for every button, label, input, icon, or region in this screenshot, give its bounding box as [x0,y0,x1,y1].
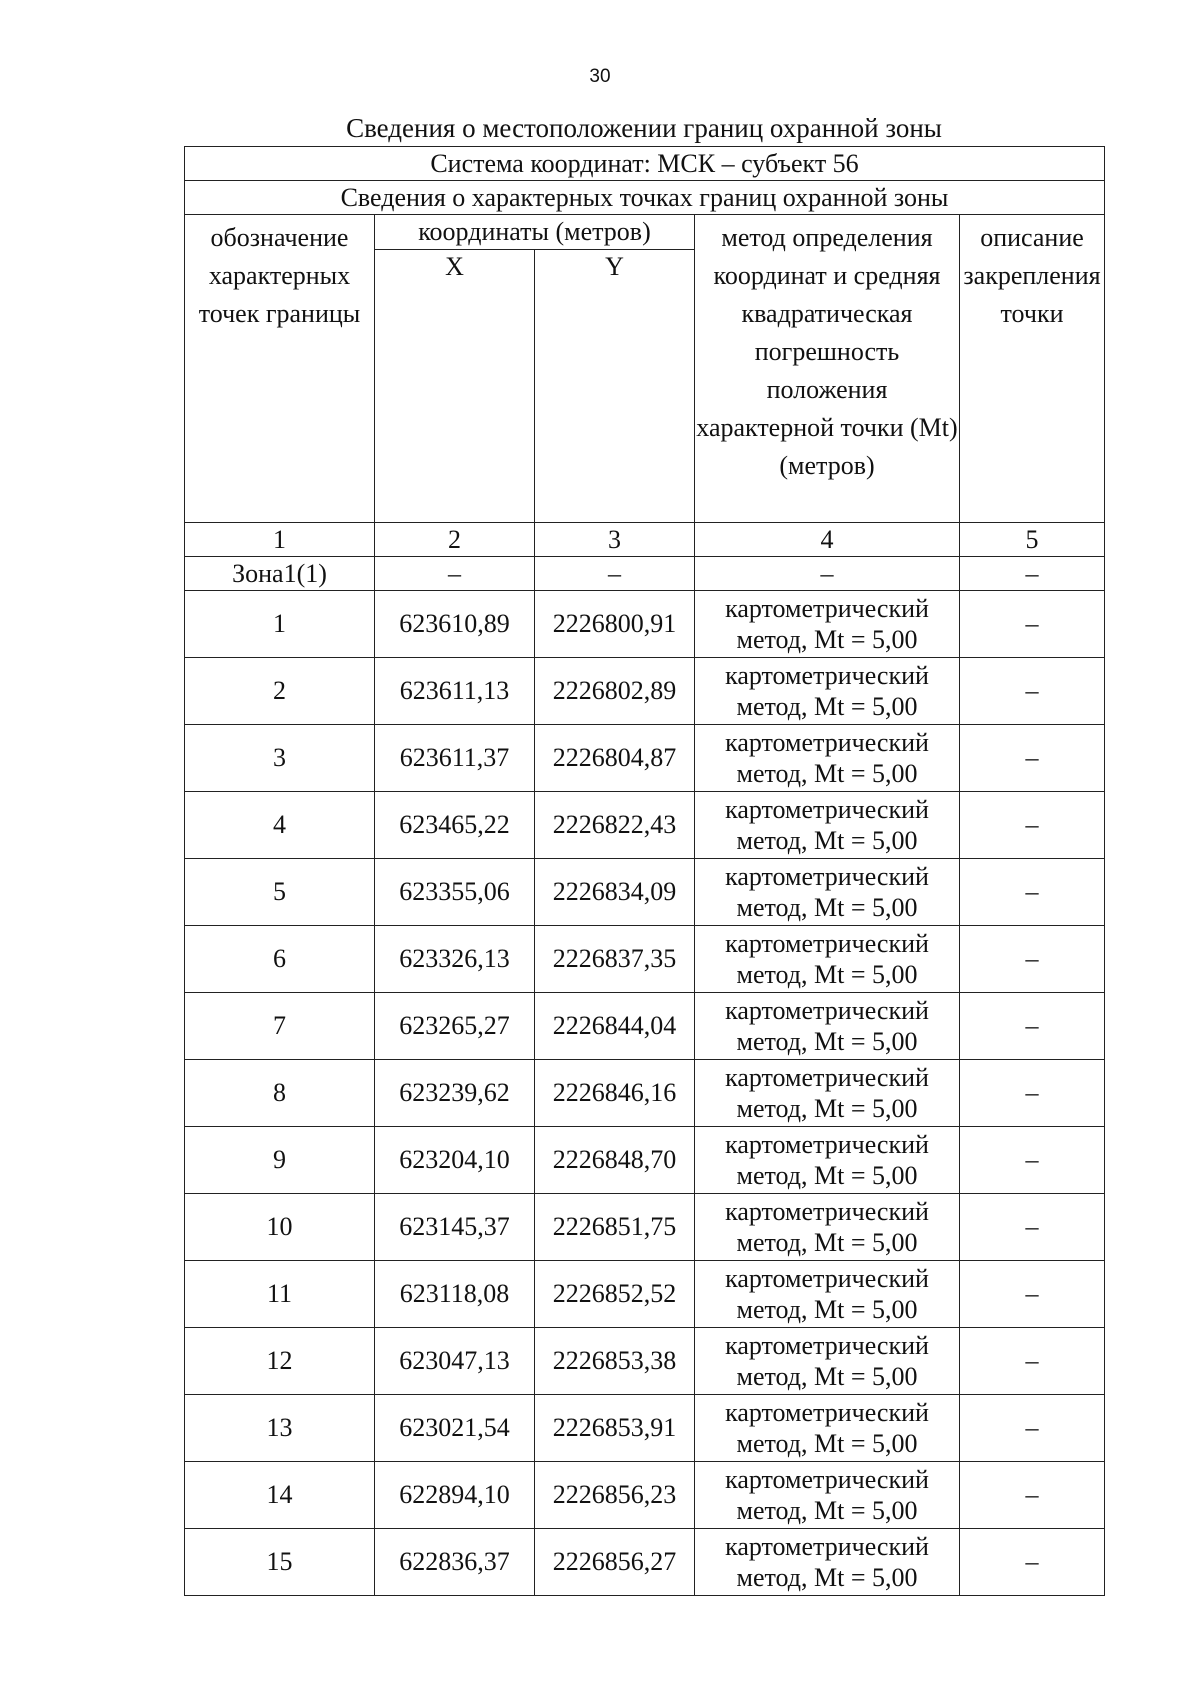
fixation-description: – [960,1462,1105,1529]
x-coordinate: 623265,27 [375,993,535,1060]
method-line: метод, Mt = 5,00 [736,1496,918,1525]
fixation-description: – [960,926,1105,993]
method-line: картометрический [725,795,929,824]
y-coordinate: 2226853,38 [535,1328,695,1395]
method-line: картометрический [725,929,929,958]
y-coordinate: 2226846,16 [535,1060,695,1127]
y-coordinate: 2226802,89 [535,658,695,725]
x-coordinate: 622894,10 [375,1462,535,1529]
method-line: картометрический [725,1532,929,1561]
method-cell [695,859,960,926]
y-coordinate: 2226856,27 [535,1529,695,1596]
zone-row [185,557,1105,591]
table-row [185,926,1105,993]
method-line: метод, Mt = 5,00 [736,759,918,788]
method-cell [695,926,960,993]
method-line: метод, Mt = 5,00 [736,1228,918,1257]
point-number: 2 [185,658,375,725]
fixation-description: – [960,993,1105,1060]
method-cell [695,1462,960,1529]
fixation-description: – [960,725,1105,792]
x-coordinate: 623118,08 [375,1261,535,1328]
x-coordinate: 623611,37 [375,725,535,792]
y-coordinate: 2226856,23 [535,1462,695,1529]
method-line: метод, Mt = 5,00 [736,692,918,721]
method-cell [695,792,960,859]
zone-cell: – [960,557,1105,591]
method-line: метод, Mt = 5,00 [736,1563,918,1592]
section-title: Сведения о характерных точках границ охранной зоны [185,181,1105,215]
header-x: X [375,250,535,523]
y-coordinate: 2226851,75 [535,1194,695,1261]
fixation-description: – [960,1529,1105,1596]
point-number: 8 [185,1060,375,1127]
method-cell [695,1194,960,1261]
method-line: метод, Mt = 5,00 [736,1094,918,1123]
method-line: картометрический [725,661,929,690]
method-cell [695,725,960,792]
point-number: 7 [185,993,375,1060]
column-number-row [185,523,1105,557]
point-number: 10 [185,1194,375,1261]
page-number: 30 [589,66,611,87]
method-line: картометрический [725,1465,929,1494]
zone-cell: – [535,557,695,591]
x-coordinate: 622836,37 [375,1529,535,1596]
point-number: 3 [185,725,375,792]
point-number: 11 [185,1261,375,1328]
fixation-description: – [960,1395,1105,1462]
method-line: картометрический [725,996,929,1025]
method-cell [695,1261,960,1328]
method-line: картометрический [725,1063,929,1092]
method-line: метод, Mt = 5,00 [736,960,918,989]
table-row [185,993,1105,1060]
method-line: метод, Mt = 5,00 [736,893,918,922]
method-cell [695,1395,960,1462]
point-number: 5 [185,859,375,926]
x-coordinate: 623610,89 [375,591,535,658]
method-line: картометрический [725,1331,929,1360]
column-number: 3 [535,523,695,557]
table-row [185,658,1105,725]
x-coordinate: 623355,06 [375,859,535,926]
x-coordinate: 623145,37 [375,1194,535,1261]
header-coordinates: координаты (метров) [375,215,695,250]
point-number: 14 [185,1462,375,1529]
method-line: метод, Mt = 5,00 [736,1362,918,1391]
method-line: метод, Mt = 5,00 [736,1429,918,1458]
point-number: 13 [185,1395,375,1462]
x-coordinate: 623465,22 [375,792,535,859]
column-number: 1 [185,523,375,557]
y-coordinate: 2226800,91 [535,591,695,658]
header-point-designation: обозначение характерных точек границы [185,215,375,523]
method-line: картометрический [725,1264,929,1293]
x-coordinate: 623611,13 [375,658,535,725]
point-number: 4 [185,792,375,859]
point-number: 12 [185,1328,375,1395]
y-coordinate: 2226853,91 [535,1395,695,1462]
x-coordinate: 623204,10 [375,1127,535,1194]
table-row [185,859,1105,926]
x-coordinate: 623326,13 [375,926,535,993]
header-fixation: описание закрепления точки [960,215,1105,523]
method-cell [695,993,960,1060]
method-line: метод, Mt = 5,00 [736,625,918,654]
method-cell [695,1328,960,1395]
method-line: картометрический [725,1130,929,1159]
point-number: 9 [185,1127,375,1194]
x-coordinate: 623047,13 [375,1328,535,1395]
header-y: Y [535,250,695,523]
column-number: 4 [695,523,960,557]
fixation-description: – [960,591,1105,658]
fixation-description: – [960,1194,1105,1261]
y-coordinate: 2226834,09 [535,859,695,926]
point-number: 1 [185,591,375,658]
fixation-description: – [960,658,1105,725]
table-row [185,1529,1105,1596]
method-cell [695,591,960,658]
y-coordinate: 2226804,87 [535,725,695,792]
method-line: картометрический [725,1197,929,1226]
method-cell [695,1060,960,1127]
x-coordinate: 623239,62 [375,1060,535,1127]
column-number: 2 [375,523,535,557]
y-coordinate: 2226848,70 [535,1127,695,1194]
method-line: картометрический [725,1398,929,1427]
fixation-description: – [960,1328,1105,1395]
table-row [185,1060,1105,1127]
column-number: 5 [960,523,1105,557]
method-line: метод, Mt = 5,00 [736,1027,918,1056]
table-row [185,1261,1105,1328]
method-line: картометрический [725,862,929,891]
fixation-description: – [960,1261,1105,1328]
point-number: 15 [185,1529,375,1596]
table-row [185,1328,1105,1395]
y-coordinate: 2226844,04 [535,993,695,1060]
method-cell [695,1529,960,1596]
y-coordinate: 2226852,52 [535,1261,695,1328]
document-title: Сведения о местоположении границ охранной зоны [346,113,942,143]
y-coordinate: 2226837,35 [535,926,695,993]
fixation-description: – [960,1127,1105,1194]
table-row [185,725,1105,792]
method-line: картометрический [725,594,929,623]
zone-label: Зона1(1) [185,557,375,591]
method-line: метод, Mt = 5,00 [736,1295,918,1324]
zone-cell: – [375,557,535,591]
table-row [185,1127,1105,1194]
fixation-description: – [960,859,1105,926]
table-row [185,1462,1105,1529]
point-number: 6 [185,926,375,993]
table-row [185,1194,1105,1261]
y-coordinate: 2226822,43 [535,792,695,859]
method-cell [695,658,960,725]
zone-cell: – [695,557,960,591]
header-method: метод определения координат и средняя квадратическая погрешность положения характерной точки (Mt) (метров) [695,215,960,523]
coordinates-table [184,146,1105,1596]
table-row [185,591,1105,658]
method-cell [695,1127,960,1194]
table-row [185,792,1105,859]
method-line: метод, Mt = 5,00 [736,826,918,855]
x-coordinate: 623021,54 [375,1395,535,1462]
table-row [185,1395,1105,1462]
coord-system-title: Система координат: МСК – субъект 56 [185,147,1105,181]
method-line: картометрический [725,728,929,757]
fixation-description: – [960,792,1105,859]
fixation-description: – [960,1060,1105,1127]
method-line: метод, Mt = 5,00 [736,1161,918,1190]
